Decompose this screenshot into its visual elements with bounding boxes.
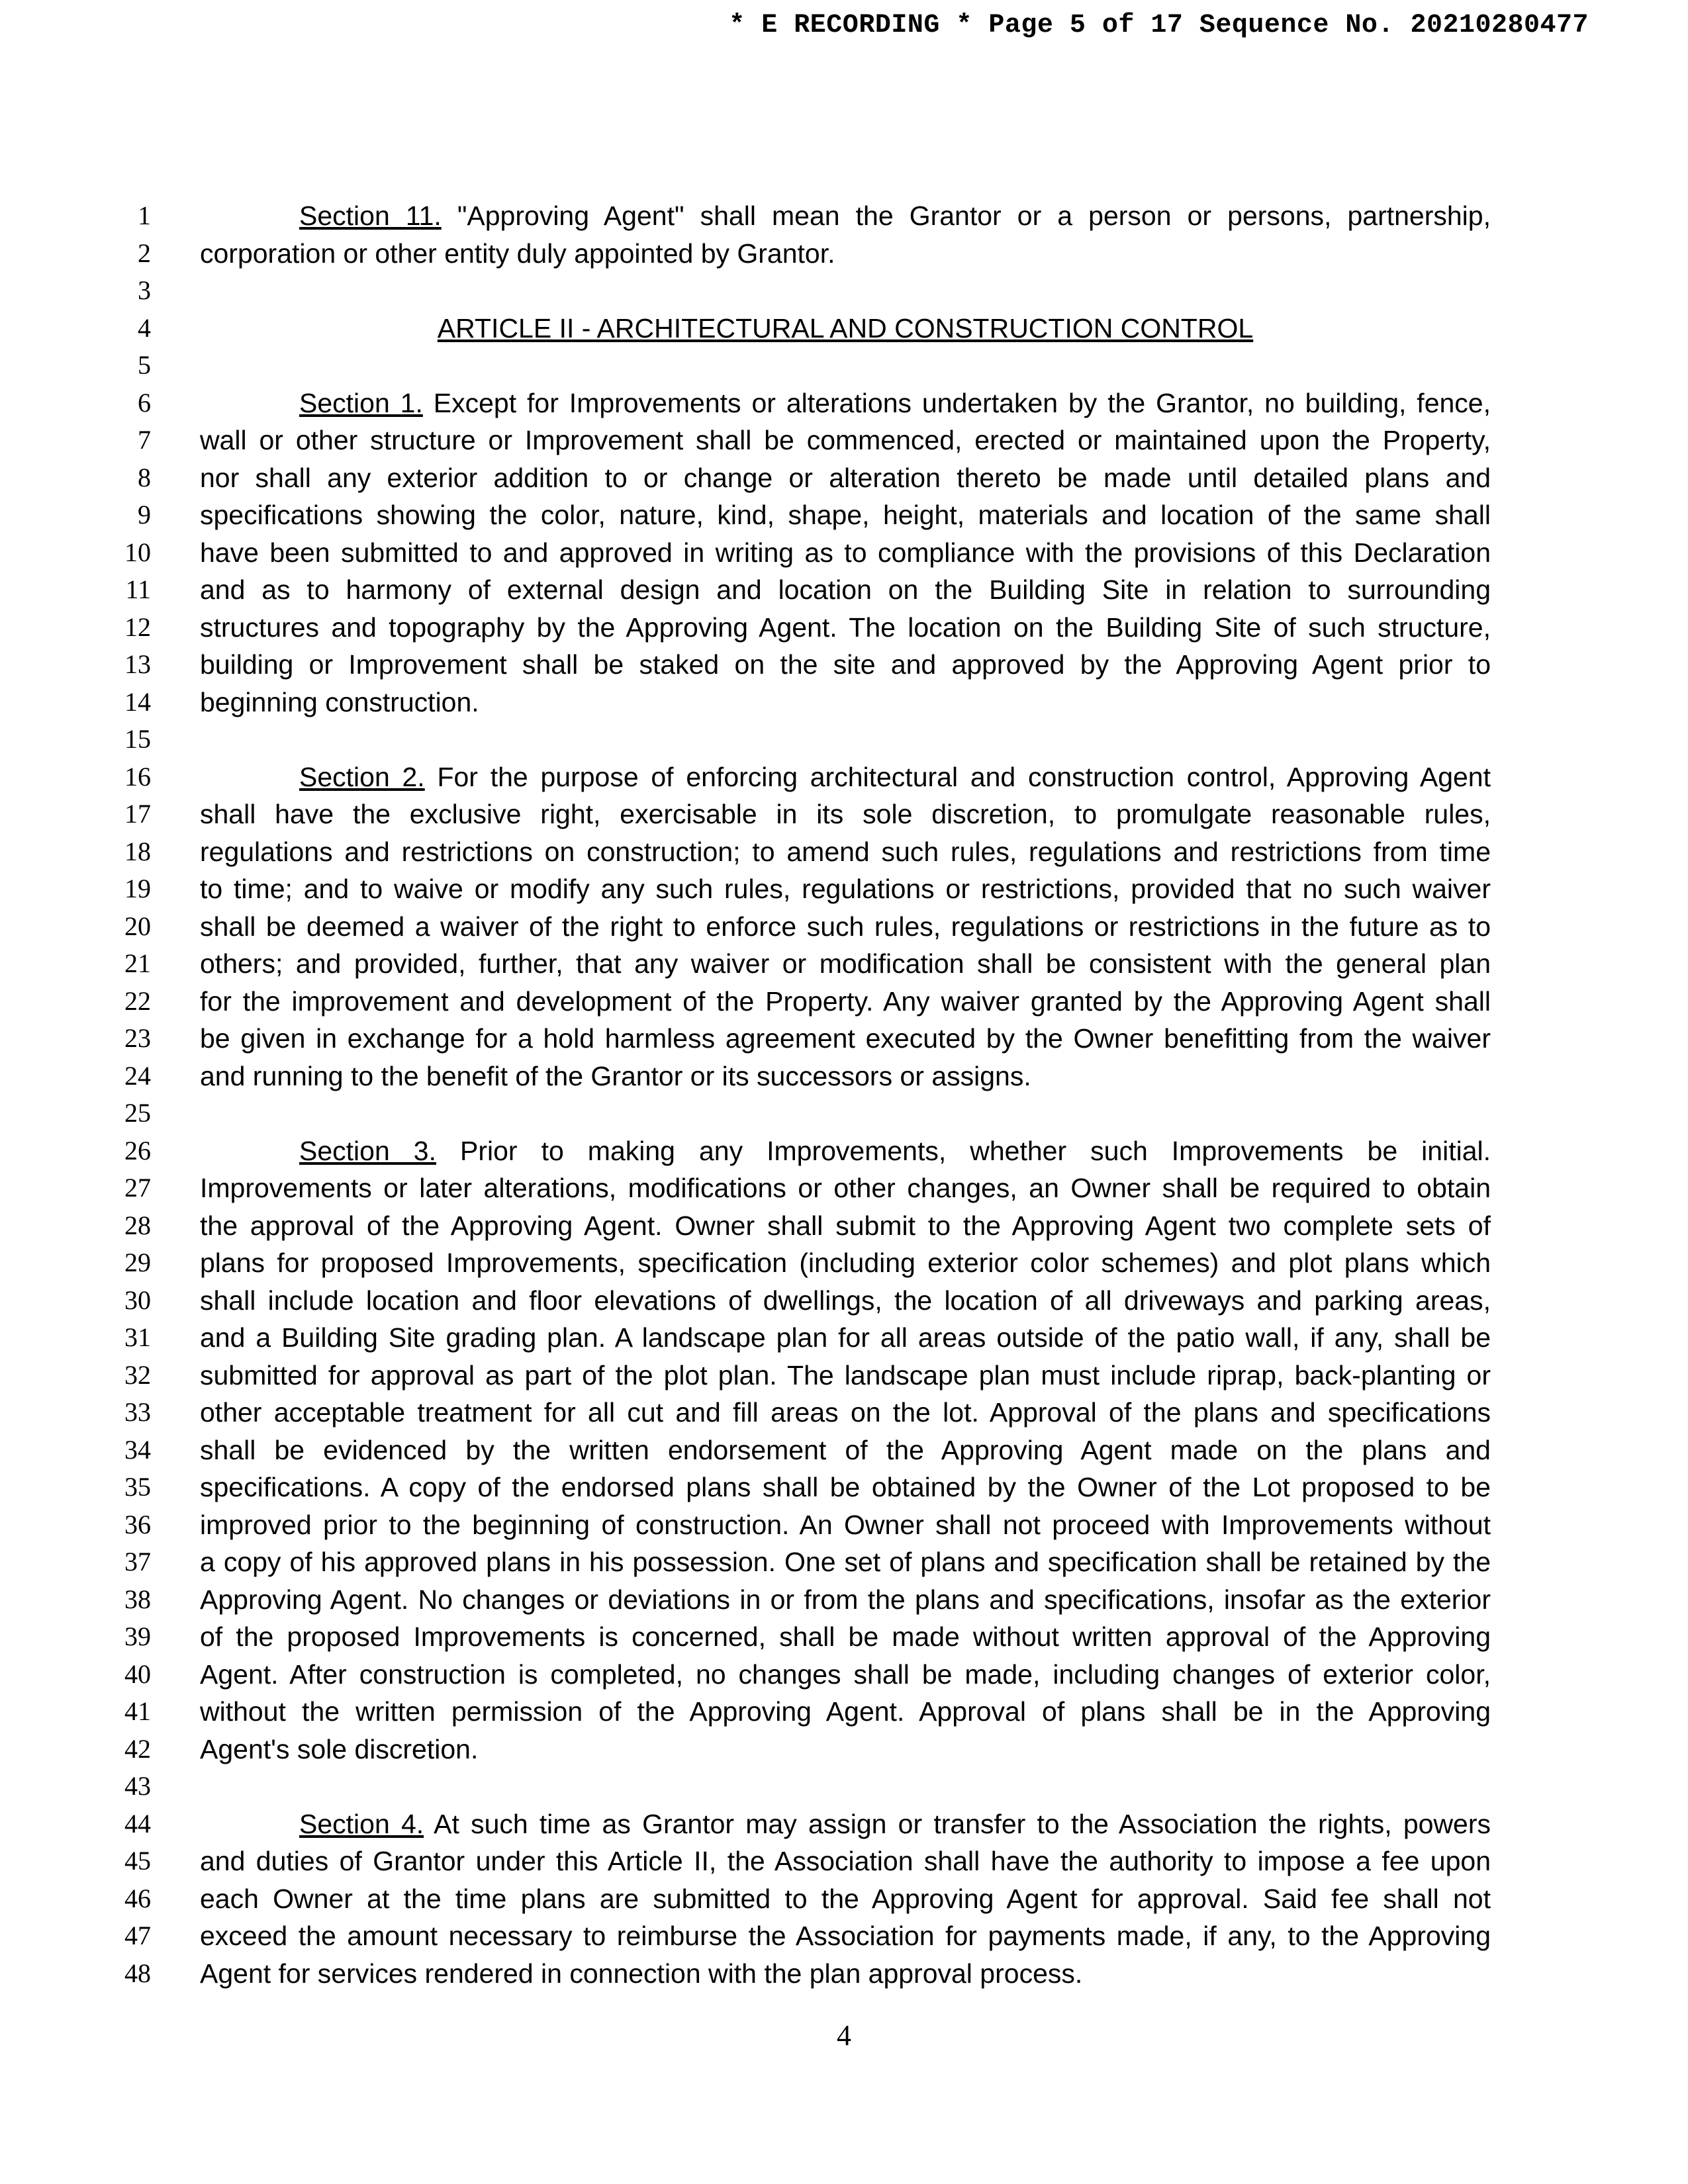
- document-line: [0, 945, 1688, 982]
- line-number: 47: [124, 1921, 151, 1950]
- line-text: [200, 1132, 1491, 1169]
- line-text: Approving Agent. No changes or deviations in or from the plans and specifications, insofar as the exterior: [200, 1584, 1491, 1615]
- line-number: 12: [124, 612, 151, 642]
- line-text: submitted for approval as part of the plot plan. The landscape plan must include riprap, back-planting or: [200, 1359, 1491, 1390]
- line-number: 26: [124, 1135, 151, 1165]
- line-text: plans for proposed Improvements, specification (including exterior color schemes) and plot plans which: [200, 1248, 1491, 1278]
- document-line: [0, 1506, 1688, 1543]
- document-line: [0, 983, 1688, 1020]
- line-number: 34: [124, 1434, 151, 1465]
- document-line: [0, 1805, 1688, 1843]
- document-line: [0, 1095, 1688, 1132]
- section-label: Section 4.: [299, 1808, 424, 1839]
- line-text: beginning construction.: [200, 686, 479, 717]
- line-number: 32: [124, 1359, 151, 1390]
- document-line: [0, 1244, 1688, 1281]
- line-text: of the proposed Improvements is concerned, shall be made without written approval of the Approving: [200, 1621, 1491, 1652]
- document-line: [0, 1656, 1688, 1693]
- line-text: Agent for services rendered in connection with the plan approval process.: [200, 1958, 1083, 1989]
- line-text: shall include location and floor elevations of dwellings, the location of all driveways and parking areas,: [200, 1285, 1491, 1316]
- line-number: 45: [124, 1846, 151, 1876]
- document-line: [0, 646, 1688, 683]
- line-number: 31: [124, 1322, 151, 1352]
- document-line: [0, 235, 1688, 272]
- line-text: structures and topography by the Approving Agent. The location on the Building Site of such structure,: [200, 612, 1491, 643]
- document-line: [0, 758, 1688, 796]
- line-number: 19: [124, 874, 151, 903]
- line-number: 15: [124, 724, 151, 754]
- line-number: 2: [138, 238, 151, 268]
- line-number: 39: [124, 1621, 151, 1651]
- document-line: [0, 272, 1688, 309]
- line-text: the approval of the Approving Agent. Owner shall submit to the Approving Agent two complete sets of: [200, 1210, 1491, 1241]
- line-number: 16: [124, 761, 151, 792]
- document-line: [0, 496, 1688, 533]
- document-line: [0, 1357, 1688, 1394]
- line-number: 36: [124, 1509, 151, 1539]
- line-text: Improvements or later alterations, modifications or other changes, an Owner shall be required to obtain: [200, 1173, 1491, 1203]
- document-line: [0, 1169, 1688, 1206]
- document-line: [0, 1394, 1688, 1431]
- line-number: 3: [138, 275, 151, 305]
- line-text: other acceptable treatment for all cut and fill areas on the lot. Approval of the plans and specifications: [200, 1397, 1491, 1428]
- document-line: [0, 422, 1688, 459]
- document-line: [0, 1693, 1688, 1730]
- line-number: 4: [138, 312, 151, 343]
- line-text: shall be evidenced by the written endorsement of the Approving Agent made on the plans and: [200, 1434, 1491, 1465]
- document-line: [0, 1843, 1688, 1880]
- line-number: 35: [124, 1472, 151, 1502]
- line-number: 38: [124, 1584, 151, 1614]
- line-text: and as to harmony of external design and location on the Building Site in relation to surrounding: [200, 574, 1491, 605]
- line-text: [200, 385, 1491, 422]
- line-number: 7: [138, 425, 151, 455]
- document-line: [0, 1917, 1688, 1954]
- document-line: [0, 1058, 1688, 1095]
- document-line: [0, 1581, 1688, 1618]
- line-text: specifications. A copy of the endorsed plans shall be obtained by the Owner of the Lot proposed to be: [200, 1472, 1491, 1502]
- document-line: [0, 1132, 1688, 1169]
- document-line: [0, 1618, 1688, 1655]
- line-number: 42: [124, 1733, 151, 1764]
- line-number: 1: [138, 201, 151, 230]
- document-line: [0, 870, 1688, 907]
- line-text: wall or other structure or Improvement shall be commenced, erected or maintained upon the Property,: [200, 425, 1491, 455]
- document-line: [0, 1020, 1688, 1057]
- line-number: 46: [124, 1883, 151, 1913]
- line-number: 29: [124, 1248, 151, 1277]
- document-line: [0, 1880, 1688, 1917]
- document-line: [0, 1955, 1688, 1992]
- line-text: nor shall any exterior addition to or change or alteration thereto be made until detailed plans and: [200, 462, 1491, 493]
- line-number: 41: [124, 1696, 151, 1726]
- document-line: [0, 310, 1688, 347]
- section-text: "Approving Agent" shall mean the Grantor or a person or persons, partnership,: [441, 201, 1491, 231]
- section-label: Section 11.: [299, 201, 442, 231]
- document-line: [0, 1282, 1688, 1319]
- section-text: Prior to making any Improvements, whether such Improvements be initial.: [436, 1135, 1491, 1166]
- document-line: [0, 609, 1688, 646]
- document-line: [0, 571, 1688, 608]
- document-line: [0, 833, 1688, 870]
- line-text: and duties of Grantor under this Article II, the Association shall have the authority to impose a fee upon: [200, 1846, 1491, 1876]
- line-number: 24: [124, 1060, 151, 1091]
- line-number: 40: [124, 1659, 151, 1689]
- line-text: building or Improvement shall be staked on the site and approved by the Approving Agent prior to: [200, 649, 1491, 680]
- document-line: [0, 459, 1688, 496]
- line-number: 9: [138, 500, 151, 529]
- section-text: Except for Improvements or alterations undertaken by the Grantor, no building, fence,: [422, 387, 1491, 418]
- document-line: [0, 721, 1688, 758]
- article-heading: ARTICLE II - ARCHITECTURAL AND CONSTRUCTION CONTROL: [437, 312, 1254, 343]
- line-text: be given in exchange for a hold harmless agreement executed by the Owner benefitting from the waiver: [200, 1023, 1491, 1054]
- page-number: 4: [837, 2019, 851, 2052]
- document-line: [0, 1731, 1688, 1768]
- line-text: [200, 1805, 1491, 1843]
- line-number: 33: [124, 1397, 151, 1427]
- document-line: [0, 1768, 1688, 1805]
- recording-header: * E RECORDING * Page 5 of 17 Sequence No. 20210280477: [729, 11, 1589, 40]
- line-number: 44: [124, 1808, 151, 1839]
- line-text: regulations and restrictions on construction; to amend such rules, regulations and restrictions from time: [200, 836, 1491, 867]
- document-line: [0, 1319, 1688, 1356]
- document-line: [0, 347, 1688, 384]
- line-number: 23: [124, 1023, 151, 1053]
- line-number: 20: [124, 911, 151, 941]
- line-number: 17: [124, 799, 151, 829]
- document-line: [0, 908, 1688, 945]
- line-text: others; and provided, further, that any waiver or modification shall be consistent with the general plan: [200, 948, 1491, 979]
- line-number: 28: [124, 1210, 151, 1240]
- line-text: specifications showing the color, nature, kind, shape, height, materials and location of the same shall: [200, 500, 1491, 530]
- line-number: 10: [124, 537, 151, 567]
- line-number: 43: [124, 1771, 151, 1801]
- line-number: 21: [124, 948, 151, 978]
- line-text: [200, 197, 1491, 234]
- line-number: 6: [138, 387, 151, 418]
- line-text: shall have the exclusive right, exercisable in its sole discretion, to promulgate reasonable rules,: [200, 799, 1491, 829]
- line-number: 48: [124, 1958, 151, 1988]
- section-label: Section 3.: [299, 1135, 436, 1166]
- line-number: 18: [124, 836, 151, 866]
- line-number: 14: [124, 686, 151, 717]
- line-text: without the written permission of the Approving Agent. Approval of plans shall be in the Approving: [200, 1696, 1491, 1727]
- section-label: Section 1.: [299, 387, 423, 418]
- line-text: corporation or other entity duly appointed by Grantor.: [200, 238, 835, 269]
- document-line: [0, 1543, 1688, 1580]
- section-text: For the purpose of enforcing architectural and construction control, Approving Agent: [424, 761, 1491, 792]
- document-line: [0, 684, 1688, 721]
- document-line: [0, 1469, 1688, 1506]
- document-line: [0, 1432, 1688, 1469]
- line-text: shall be deemed a waiver of the right to enforce such rules, regulations or restrictions in the future as to: [200, 911, 1491, 942]
- line-text: improved prior to the beginning of construction. An Owner shall not proceed with Improvements without: [200, 1509, 1491, 1540]
- line-text: each Owner at the time plans are submitted to the Approving Agent for approval. Said fee shall not: [200, 1883, 1491, 1914]
- line-text: Agent's sole discretion.: [200, 1733, 479, 1764]
- line-number: 25: [124, 1098, 151, 1128]
- line-text: a copy of his approved plans in his possession. One set of plans and specification shall be retained by the: [200, 1547, 1491, 1577]
- line-number: 27: [124, 1173, 151, 1203]
- line-text: and running to the benefit of the Grantor or its successors or assigns.: [200, 1060, 1031, 1091]
- document-line: [0, 197, 1688, 234]
- line-number: 37: [124, 1547, 151, 1576]
- line-number: 8: [138, 462, 151, 492]
- document-line: [0, 534, 1688, 571]
- line-text: exceed the amount necessary to reimburse the Association for payments made, if any, to the Approving: [200, 1921, 1491, 1951]
- line-number: 5: [138, 350, 151, 380]
- line-text: for the improvement and development of the Property. Any waiver granted by the Approving Agent shall: [200, 985, 1491, 1017]
- document-line: [0, 385, 1688, 422]
- line-text: [200, 758, 1491, 796]
- line-number: 30: [124, 1285, 151, 1315]
- document-line: [0, 1207, 1688, 1244]
- section-label: Section 2.: [299, 761, 425, 792]
- line-number: 11: [125, 574, 151, 604]
- line-number: 22: [124, 985, 151, 1016]
- line-text: and a Building Site grading plan. A landscape plan for all areas outside of the patio wall, if any, shall be: [200, 1322, 1491, 1353]
- line-text: Agent. After construction is completed, no changes shall be made, including changes of exterior color,: [200, 1659, 1491, 1690]
- line-text: to time; and to waive or modify any such rules, regulations or restrictions, provided that no such waiver: [200, 874, 1491, 904]
- section-text: At such time as Grantor may assign or transfer to the Association the rights, powers: [424, 1808, 1491, 1839]
- line-number: 13: [124, 649, 151, 679]
- document-line: [0, 796, 1688, 833]
- line-text: have been submitted to and approved in writing as to compliance with the provisions of this Declaration: [200, 537, 1491, 568]
